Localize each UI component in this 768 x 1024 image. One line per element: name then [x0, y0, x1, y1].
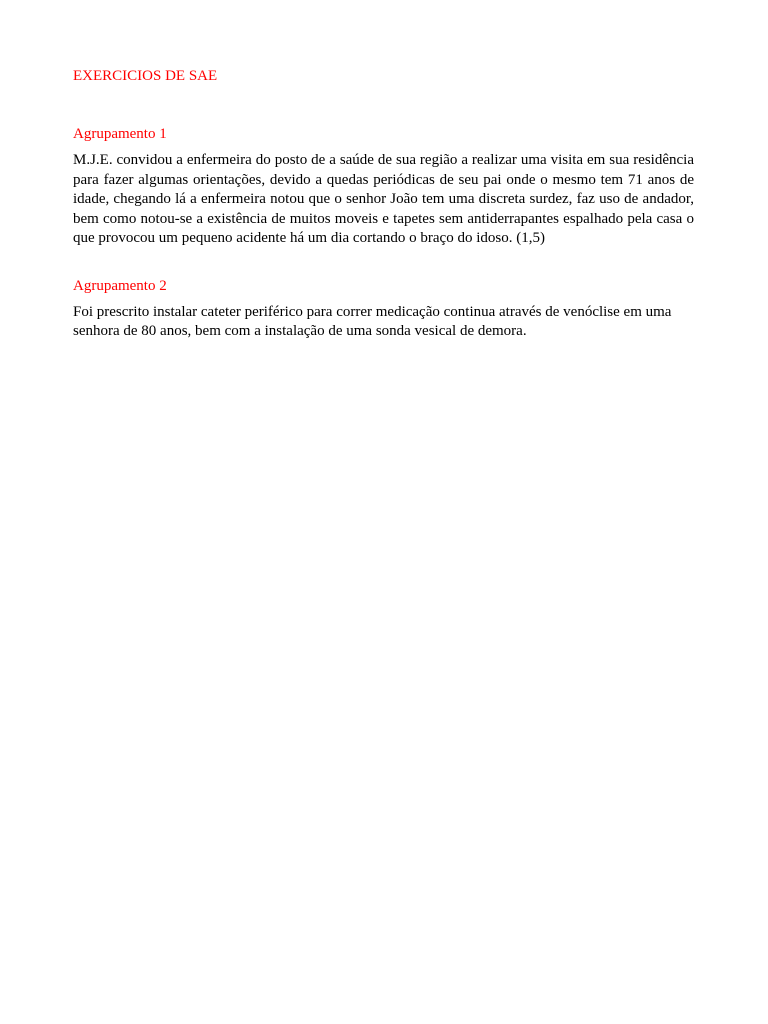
document-title: EXERCICIOS DE SAE	[73, 68, 218, 84]
document-content	[73, 66, 694, 342]
section-text-agrupamento-1: M.J.E. convidou a enfermeira do posto de a saúde de sua região a realizar uma visita em sua residência para fazer algumas orientações, devido a quedas periódicas de seu pai onde o mesmo tem 71 anos de idade, chegando lá a enfermeira notou que o senhor João tem uma discreta surdez, faz uso de andador, bem como notou-se a existência de muitos moveis e tapetes sem antiderrapantes espalhado pela casa o que provocou um pequeno acidente há um dia cortando o braço do idoso. (1,5)	[73, 152, 694, 246]
section-heading-agrupamento-2: Agrupamento 2	[73, 277, 167, 294]
section-text-agrupamento-2: Foi prescrito instalar cateter periférico para correr medicação continua através de venóclise em uma senhora de 80 anos, bem com a instalação de uma sonda vesical de demora.	[73, 303, 672, 339]
section-heading-agrupamento-1: Agrupamento 1	[73, 126, 167, 142]
